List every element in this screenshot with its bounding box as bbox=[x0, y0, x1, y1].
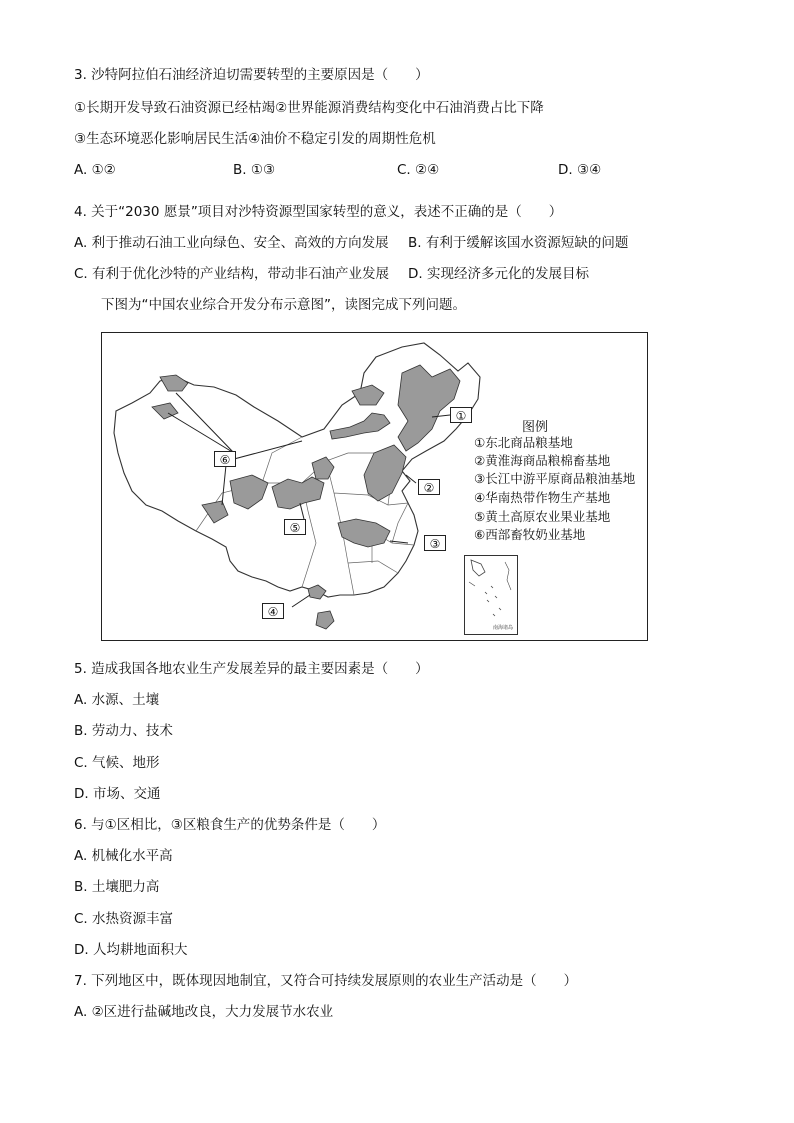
callout-6: ⑥ bbox=[214, 451, 236, 467]
callout-4: ④ bbox=[262, 603, 284, 619]
region-6-west-d bbox=[202, 501, 228, 523]
callout-5: ⑤ bbox=[284, 519, 306, 535]
leader-6c bbox=[234, 441, 302, 459]
callout-3: ③ bbox=[424, 535, 446, 551]
region-5-sub bbox=[312, 457, 334, 479]
q4-option-a: A. 利于推动石油工业向绿色、安全、高效的方向发展 bbox=[74, 235, 389, 251]
region-3-yangtze bbox=[338, 519, 390, 547]
q3-statements-2: ③生态环境恶化影响居民生活④油价不稳定引发的周期性危机 bbox=[74, 131, 436, 147]
legend-item-6: ⑥西部畜牧奶业基地 bbox=[474, 527, 586, 542]
region-1-sub bbox=[330, 413, 390, 439]
china-agriculture-map bbox=[101, 332, 648, 641]
inset-drawing bbox=[465, 556, 517, 634]
leader-3 bbox=[390, 541, 408, 543]
q4-stem: 4. 关于“2030 愿景”项目对沙特资源型国家转型的意义，表述不正确的是（ ） bbox=[74, 204, 563, 220]
legend-item-1: ①东北商品粮基地 bbox=[474, 435, 573, 450]
map-intro: 下图为“中国农业综合开发分布示意图”，读图完成下列问题。 bbox=[101, 297, 466, 313]
region-4-south bbox=[308, 585, 326, 599]
q5-option-c: C. 气候、地形 bbox=[74, 755, 160, 771]
q6-option-d: D. 人均耕地面积大 bbox=[74, 942, 188, 958]
q4-option-c: C. 有利于优化沙特的产业结构，带动非石油产业发展 bbox=[74, 266, 390, 282]
callout-1: ① bbox=[450, 407, 472, 423]
q5-option-b: B. 劳动力、技术 bbox=[74, 723, 173, 739]
q6-stem: 6. 与①区相比，③区粮食生产的优势条件是（ ） bbox=[74, 817, 386, 833]
q4-option-b: B. 有利于缓解该国水资源短缺的问题 bbox=[408, 235, 629, 251]
legend-title: 图例 bbox=[522, 420, 549, 435]
region-6-west-a bbox=[160, 375, 188, 391]
q5-stem: 5. 造成我国各地农业生产发展差异的最主要因素是（ ） bbox=[74, 661, 429, 677]
legend-item-4: ④华南热带作物生产基地 bbox=[474, 490, 611, 505]
callout-2: ② bbox=[418, 479, 440, 495]
legend-item-2: ②黄淮海商品粮棉畜基地 bbox=[474, 453, 611, 468]
leader-6d bbox=[222, 465, 226, 505]
south-china-sea-inset bbox=[464, 555, 518, 635]
q7-stem: 7. 下列地区中，既体现因地制宜，又符合可持续发展原则的农业生产活动是（ ） bbox=[74, 973, 578, 989]
legend-item-3: ③长江中游平原商品粮油基地 bbox=[474, 471, 636, 486]
q5-option-d: D. 市场、交通 bbox=[74, 786, 161, 802]
q3-stem: 3. 沙特阿拉伯石油经济迫切需要转型的主要原因是（ ） bbox=[74, 67, 429, 83]
leader-4 bbox=[292, 595, 310, 607]
q3-statements-1: ①长期开发导致石油资源已经枯竭②世界能源消费结构变化中石油消费占比下降 bbox=[74, 100, 544, 116]
q5-option-a: A. 水源、土壤 bbox=[74, 692, 160, 708]
leader-2 bbox=[406, 475, 416, 483]
q4-option-d: D. 实现经济多元化的发展目标 bbox=[408, 266, 589, 282]
region-6-north bbox=[352, 385, 384, 405]
region-5-loess bbox=[272, 477, 324, 509]
q7-option-a: A. ②区进行盐碱地改良，大力发展节水农业 bbox=[74, 1004, 334, 1020]
q3-option-d: D. ③④ bbox=[558, 162, 602, 178]
q6-option-b: B. 土壤肥力高 bbox=[74, 879, 160, 895]
q6-option-c: C. 水热资源丰富 bbox=[74, 911, 174, 927]
region-2-huanghuaihai bbox=[364, 445, 406, 501]
legend-item-5: ⑤黄土高原农业果业基地 bbox=[474, 509, 611, 524]
q3-option-a: A. ①② bbox=[74, 162, 116, 178]
region-6-west-c bbox=[230, 475, 268, 509]
leader-5 bbox=[300, 503, 304, 519]
inset-label: 南海诸岛 bbox=[493, 625, 514, 631]
q3-option-c: C. ②④ bbox=[397, 162, 440, 178]
q6-option-a: A. 机械化水平高 bbox=[74, 848, 173, 864]
q3-option-b: B. ①③ bbox=[233, 162, 276, 178]
region-4-hainan bbox=[316, 611, 334, 629]
